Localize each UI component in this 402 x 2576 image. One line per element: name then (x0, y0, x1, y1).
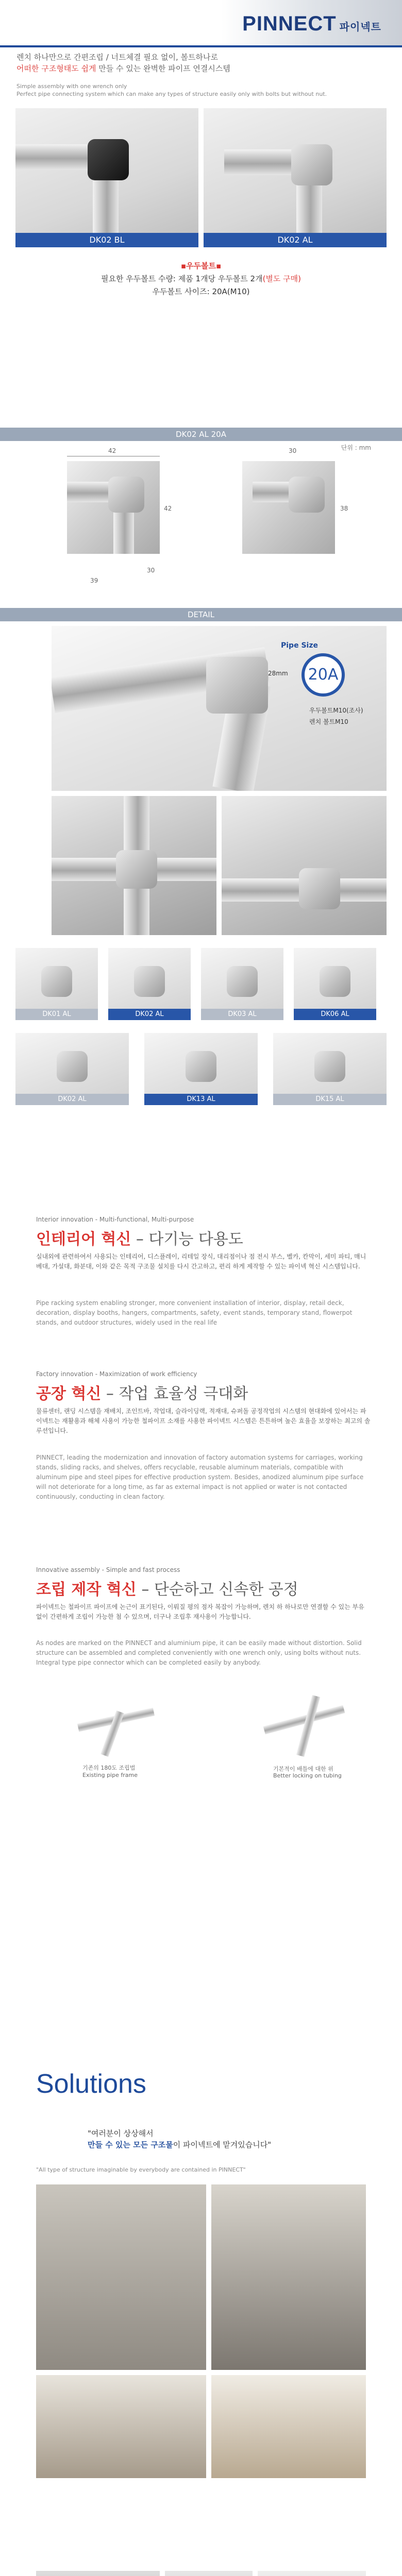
existing-frame-illustration (72, 1695, 160, 1762)
product-thumb[interactable]: DK03 AL (201, 948, 283, 1020)
gallery-photo (36, 2375, 206, 2478)
product-thumb[interactable]: DK06 AL (294, 948, 376, 1020)
gallery-photo (165, 2571, 253, 2576)
locking-illustration (258, 1685, 350, 1762)
bolt-note-1: 우두볼트M10(조사) (309, 707, 363, 714)
solutions-quote-en: "All type of structure imaginable by everybody are contained in PINNECT" (36, 2166, 246, 2173)
bolt-note-2: 렌치 볼트M10 (309, 718, 348, 725)
pipe-diameter: 28mm (268, 670, 288, 677)
unit-label: 단위 : mm (341, 444, 371, 451)
assembly-en-title: Innovative assembly - Simple and fast process (36, 1566, 180, 1573)
intro-text: 렌치 하나만으로 간편조립 / 너트체결 필요 없이, 볼트하나로 어떠한 구조형태도 쉽게 만들 수 있는 완벽한 파이프 연결시스템 (16, 53, 230, 73)
interior-en-title: Interior innovation - Multi-functional, Multi-purpose (36, 1216, 194, 1223)
product-thumb[interactable]: DK01 AL (15, 948, 98, 1020)
interior-body-ko: 실내외에 관련하여서 사용되는 인테리어, 디스플레이, 리테일 장식, 대리점이나 점 전시 부스, 벨카, 칸막이, 세미 파티, 매니베대, 가설대, 화분대, 이와 같은 목적 구조물 설치를 다시 간고하고, 편리 하게 제작할 수 있는 파이넥 혁신 시스템입니다. (36, 1253, 366, 1270)
detail-header: DETAIL (0, 608, 402, 621)
product-thumb[interactable]: DK15 AL (273, 1033, 387, 1105)
gallery-photo (211, 2375, 366, 2478)
solutions-title: Solutions (36, 2069, 146, 2099)
dimension-drawing-front (67, 461, 160, 554)
dimension-header: DK02 AL 20A (0, 428, 402, 441)
product-detail-page: PINNECT 파이넥트 렌치 하나만으로 간편조립 / 너트체결 필요 없이, 볼트하나로 어떠한 구조형태도 쉽게 만들 수 있는 완벽한 파이프 연결시스템 Simple assembly with one wrench only Perfect pipe connecting system which can make any types of structure easily only with bolts but without nut. DK02 BL DK02 AL ▪우두볼트▪ 필요한 우두볼트 수량: 제품 1개당 우두볼트 2개(별도 구매) 우두볼트 사이즈: 20A(M10) DK02 AL 20A 단위 : mm 42 42 30 39 30 38 DETAIL Pipe Size 20A 28mm 우두볼트M10(조사) 렌치 볼트M10 DK01 AL DK02 AL DK03 AL DK06 AL DK02 AL DK13 AL DK15 AL Interior innovation - Multi-functional, Multi-purpose 인테리어 혁신 – 다기능 다용도 실내외에 관련하여서 사용되는 인테리어, 디스플레이, 리테일 장식, 대리점이나 점 전시 부스, 벨카, 칸막이, 세미 파티, 매니베대, 가설대, 화분대, 이와 같은 목적 구조물 설치를 다시 간고하고, 편리 하게 제작할 수 있는 파이넥 혁신 시스템입니다. Pipe racking system enabling stronger, more convenient installation of interior, display, retail deck, decoration, display booths, hangers, compartments, safety, event stands, temporary stand, flowerpot stands, and outdoor structures, widely used in the real life Factory innovation - Maximization of work efficiency 공장 혁신 – 작업 효율성 극대화 물류센터, 랜딩 시스템을 재배치, 조인트바, 작업대, 슬라이딩랙, 적재대, 슈퍼돌 공정작업의 시스템의 현대화에 있어서는 파이넥트는 재활용과 해체 사용이 가능한 철파이프 소재를 사용한 파이넥트 시스템은 튼튼하며 높은 효율을 보장하는 최고의 솔루션입니다. PINNECT, leading the modernization and innovation of factory automation systems for carriages, working stands, sliding racks, and shelves, offers recyclable, reusable aluminum materials, compatible with aluminum pipe and steel pipes for effective production system. Besides, anodized aluminum pipe surface will not deteriorate for a long time, as far as external impact is not applied or water is not contacted continuously, conducting in clean factory. Innovative assembly - Simple and fast process 조립 제작 혁신 – 단순하고 신속한 공정 파이넥트는 철파이프 파이프에 논근이 표기된다, 이뤄질 평의 점자 복잡이 가능하며, 렌치 하 하나로만 연결할 수 있는 부유 없이 간편하게 조립이 가능한 첨 수 있으며, 더구나 조립후 재사용이 가능합니다. As nodes are marked on the PINNECT and aluminium pipe, it can be easily made without distortion. Solid structure can be assembled and completed conveniently with one wrench only, using bolts without nuts. Integral type pipe connector which can be completed easily by anybody. 기존의 180도 조립법 Existing pipe frame 기본적이 배틀에 대한 위 Better locking on tubing Solutions "여러분이 상상해서 만들 수 있는 모든 구조물이 파이넥트에 맡겨있습니다" "All type of structure imaginable by everybody are contained in PINNECT" (0, 0, 402, 2576)
bolt-info-title: ▪우두볼트▪ (180, 261, 222, 270)
assembly-body-ko: 파이넥트는 철파이프 파이프에 논근이 표기된다, 이뤄질 평의 점자 복잡이 가능하며, 렌치 하 하나로만 연결할 수 있는 부유 없이 간편하게 조립이 가능한 첨 수 있으며, 더구나 조립후 재사용이 가능합니다. (36, 1603, 364, 1620)
existing-frame-caption: 기존의 180도 조립법 Existing pipe frame (82, 1765, 138, 1778)
locking-caption: 기본적이 배틀에 대한 위 (273, 1766, 333, 1772)
interior-title: 인테리어 혁신 – 다기능 다용도 (36, 1230, 243, 1248)
product-thumb[interactable]: DK13 AL (144, 1033, 258, 1105)
gallery-photo (36, 2571, 160, 2576)
dimension-drawing-side (242, 461, 335, 554)
assembly-body-en: As nodes are marked on the PINNECT and aluminium pipe, it can be easily made without distortion. Solid structure can be assembled and completed conveniently with one wrench only, using bolts without nuts. Integral type pipe connector which can be completed easily by anybody. (36, 1639, 362, 1666)
pipe-size-label: Pipe Size (281, 641, 318, 650)
factory-en-title: Factory innovation - Maximization of work efficiency (36, 1370, 197, 1378)
product-photo-dk02-al (204, 108, 387, 247)
locking-caption-en: Better locking on tubing (273, 1772, 342, 1779)
assembly-title: 조립 제작 혁신 – 단순하고 신속한 공정 (36, 1581, 298, 1599)
gallery-photo (211, 2184, 366, 2370)
solutions-quote: "여러분이 상상해서 만들 수 있는 모든 구조물이 파이넥트에 맡겨있습니다" (88, 2129, 272, 2149)
product-thumb[interactable]: DK02 AL (108, 948, 191, 1020)
assembly-photo-2 (222, 796, 387, 935)
gallery-photo (258, 2571, 366, 2576)
header-divider (0, 45, 402, 47)
product-label: DK02 AL (204, 233, 387, 247)
intro-english: Simple assembly with one wrench only Perfect pipe connecting system which can make any types of structure easily only with bolts but without nut. (16, 83, 327, 97)
product-thumb[interactable]: DK02 AL (15, 1033, 129, 1105)
factory-body-ko: 물류센터, 랜딩 시스템을 재배치, 조인트바, 작업대, 슬라이딩랙, 적재대, 슈퍼돌 공정작업의 시스템의 현대화에 있어서는 파이넥트는 재활용과 해체 사용이 가능한 철파이프 소재를 사용한 파이넥트 시스템은 튼튼하며 높은 효율을 보장하는 최고의 솔루션입니다. (36, 1408, 371, 1434)
bolt-size: 우두볼트 사이즈: 20A(M10) (152, 287, 250, 296)
factory-body-en: PINNECT, leading the modernization and innovation of factory automation systems for carriages, working stands, sliding racks, and shelves, offers recyclable, reusable aluminum materials, compatible with aluminum pipe and steel pipes for effective production system. Besides, anodized aluminum pipe surface will not deteriorate for a long time, as far as external impact is not applied or water is not contacted continuously, conducting in clean factory. (36, 1454, 364, 1500)
product-photo-dk02-bl (15, 108, 198, 247)
interior-body-en: Pipe racking system enabling stronger, more convenient installation of interior, display, retail deck, decoration, display booths, hangers, compartments, safety, event stands, temporary stand, flowerpot stands, and outdoor structures, widely used in the real life (36, 1299, 353, 1326)
factory-title: 공장 혁신 – 작업 효율성 극대화 (36, 1385, 248, 1403)
bolt-quantity: 필요한 우두볼트 수량: 제품 1개당 우두볼트 2개(별도 구매) (100, 274, 301, 283)
gallery-photo (36, 2184, 206, 2370)
pipe-size-badge: 20A (301, 653, 345, 697)
assembly-photo-1 (52, 796, 216, 935)
brand-logo: PINNECT 파이넥트 (242, 12, 381, 35)
product-label: DK02 BL (15, 233, 198, 247)
